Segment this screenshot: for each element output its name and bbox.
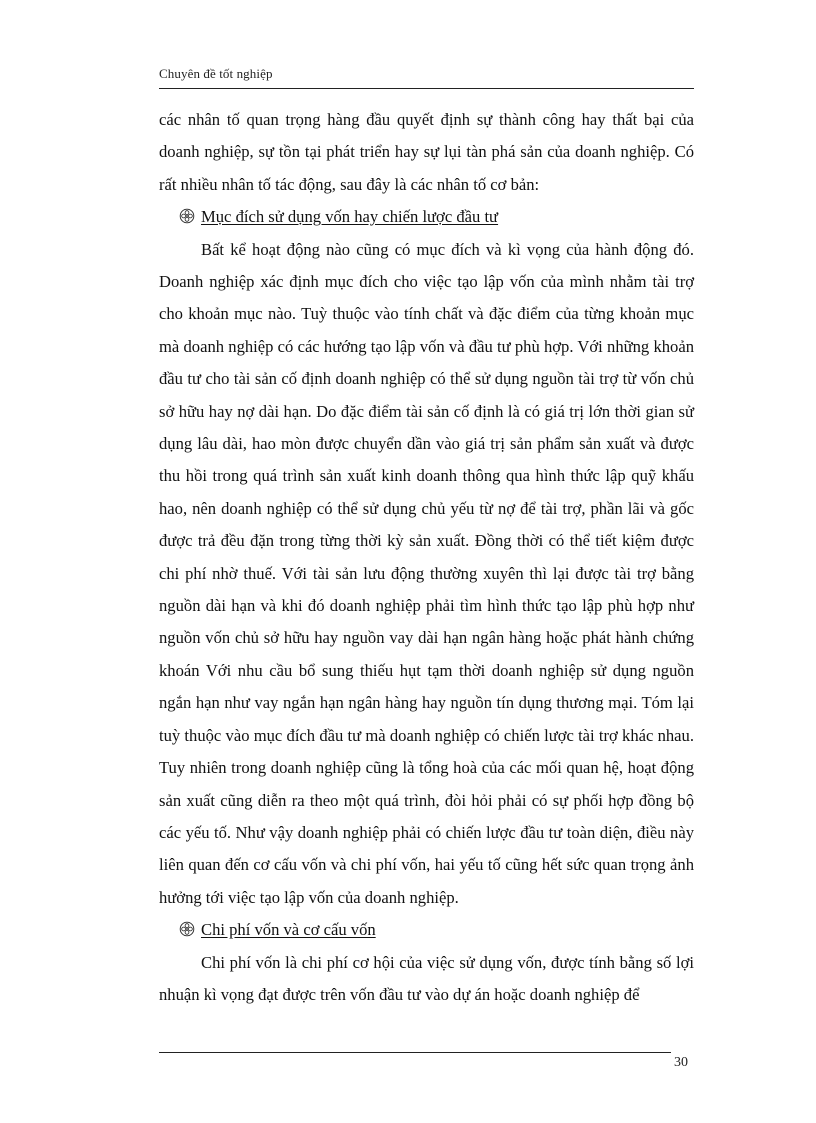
section-paragraph: Chi phí vốn là chi phí cơ hội của việc sử dụng vốn, được tính bằng số lợi nhuận kì vọng đạt được trên vốn đầu tư vào dự án hoặc doanh nghiệp để xyxy=(159,952,694,1004)
section-heading-purpose xyxy=(179,201,694,233)
section-heading-text: Mục đích sử dụng vốn hay chiến lược đầu tư xyxy=(201,207,499,227)
section-heading-cost xyxy=(179,914,694,946)
page-number: 30 xyxy=(674,1055,688,1070)
section-paragraph: Bất kể hoạt động nào cũng có mục đích và kì vọng của hành động đó. Doanh nghiệp xác định mục đích cho việc tạo lập vốn của mình nhằm tài trợ cho khoản mục nào. Tuỳ thuộc vào tính chất và đặc điểm của từng khoản mục mà doanh nghiệp có các hướng tạo lập vốn và đầu tư phù hợp. Với những khoản đầu tư cho tài sản cố định doanh nghiệp có thể sử dụng nguồn tài trợ từ vốn chủ sở hữu hay nợ dài hạn. Do đặc điểm tài sản cố định là có giá trị lớn thời gian sử dụng lâu dài, hao mòn được chuyển dần vào giá trị sản phẩm sản xuất và được thu hồi trong quá trình sản xuất kinh doanh thông qua hình thức lập quỹ khấu hao, nên doanh nghiệp có thể sử dụng chủ yếu từ nợ để tài trợ, phần lãi và gốc được trả đều đặn trong từng thời kỳ sản xuất. Đồng thời có thể tiết kiệm được chi phí nhờ thuế. Với tài sản lưu động thường xuyên thì lại được tài trợ bằng nguồn dài hạn và khi đó doanh nghiệp phải tìm hình thức tạo lập phù hợp như nguồn vốn chủ sở hữu hay nguồn vay dài hạn ngân hàng hoặc phát hành chứng khoán Với nhu cầu bổ sung thiếu hụt tạm thời doanh nghiệp sử dụng nguồn ngắn hạn như vay ngắn hạn ngân hàng hay nguồn tín dụng thương mại. Tóm lại tuỳ thuộc vào mục đích đầu tư mà doanh nghiệp có chiến lược tài trợ khác nhau. Tuy nhiên trong doanh nghiệp cũng là tổng hoà của các mối quan hệ, hoạt động sản xuất cũng diễn ra theo một quá trình, đòi hỏi phải có sự phối hợp đồng bộ các yếu tố. Như vậy doanh nghiệp phải có chiến lược đầu tư toàn diện, điều này liên quan đến cơ cấu vốn và chi phí vốn, hai yếu tố cũng hết sức quan trọng ảnh hưởng tới việc tạo lập vốn của doanh nghiệp. xyxy=(159,239,694,907)
section-heading-text: Chi phí vốn và cơ cấu vốn xyxy=(201,920,376,940)
intro-paragraph: các nhân tố quan trọng hàng đầu quyết định sự thành công hay thất bại của doanh nghiệp, sự tồn tại phát triển hay sự lụi tàn phá sản của doanh nghiệp. Có rất nhiều nhân tố tác động, sau đây là các nhân tố cơ bản: xyxy=(159,110,694,194)
footer-rule xyxy=(159,1052,671,1053)
page-body xyxy=(159,104,694,1011)
header-rule xyxy=(159,88,694,89)
flower-bullet-icon xyxy=(179,208,195,224)
running-header-title: Chuyên đề tốt nghiệp xyxy=(159,66,273,81)
flower-bullet-icon xyxy=(179,921,195,937)
